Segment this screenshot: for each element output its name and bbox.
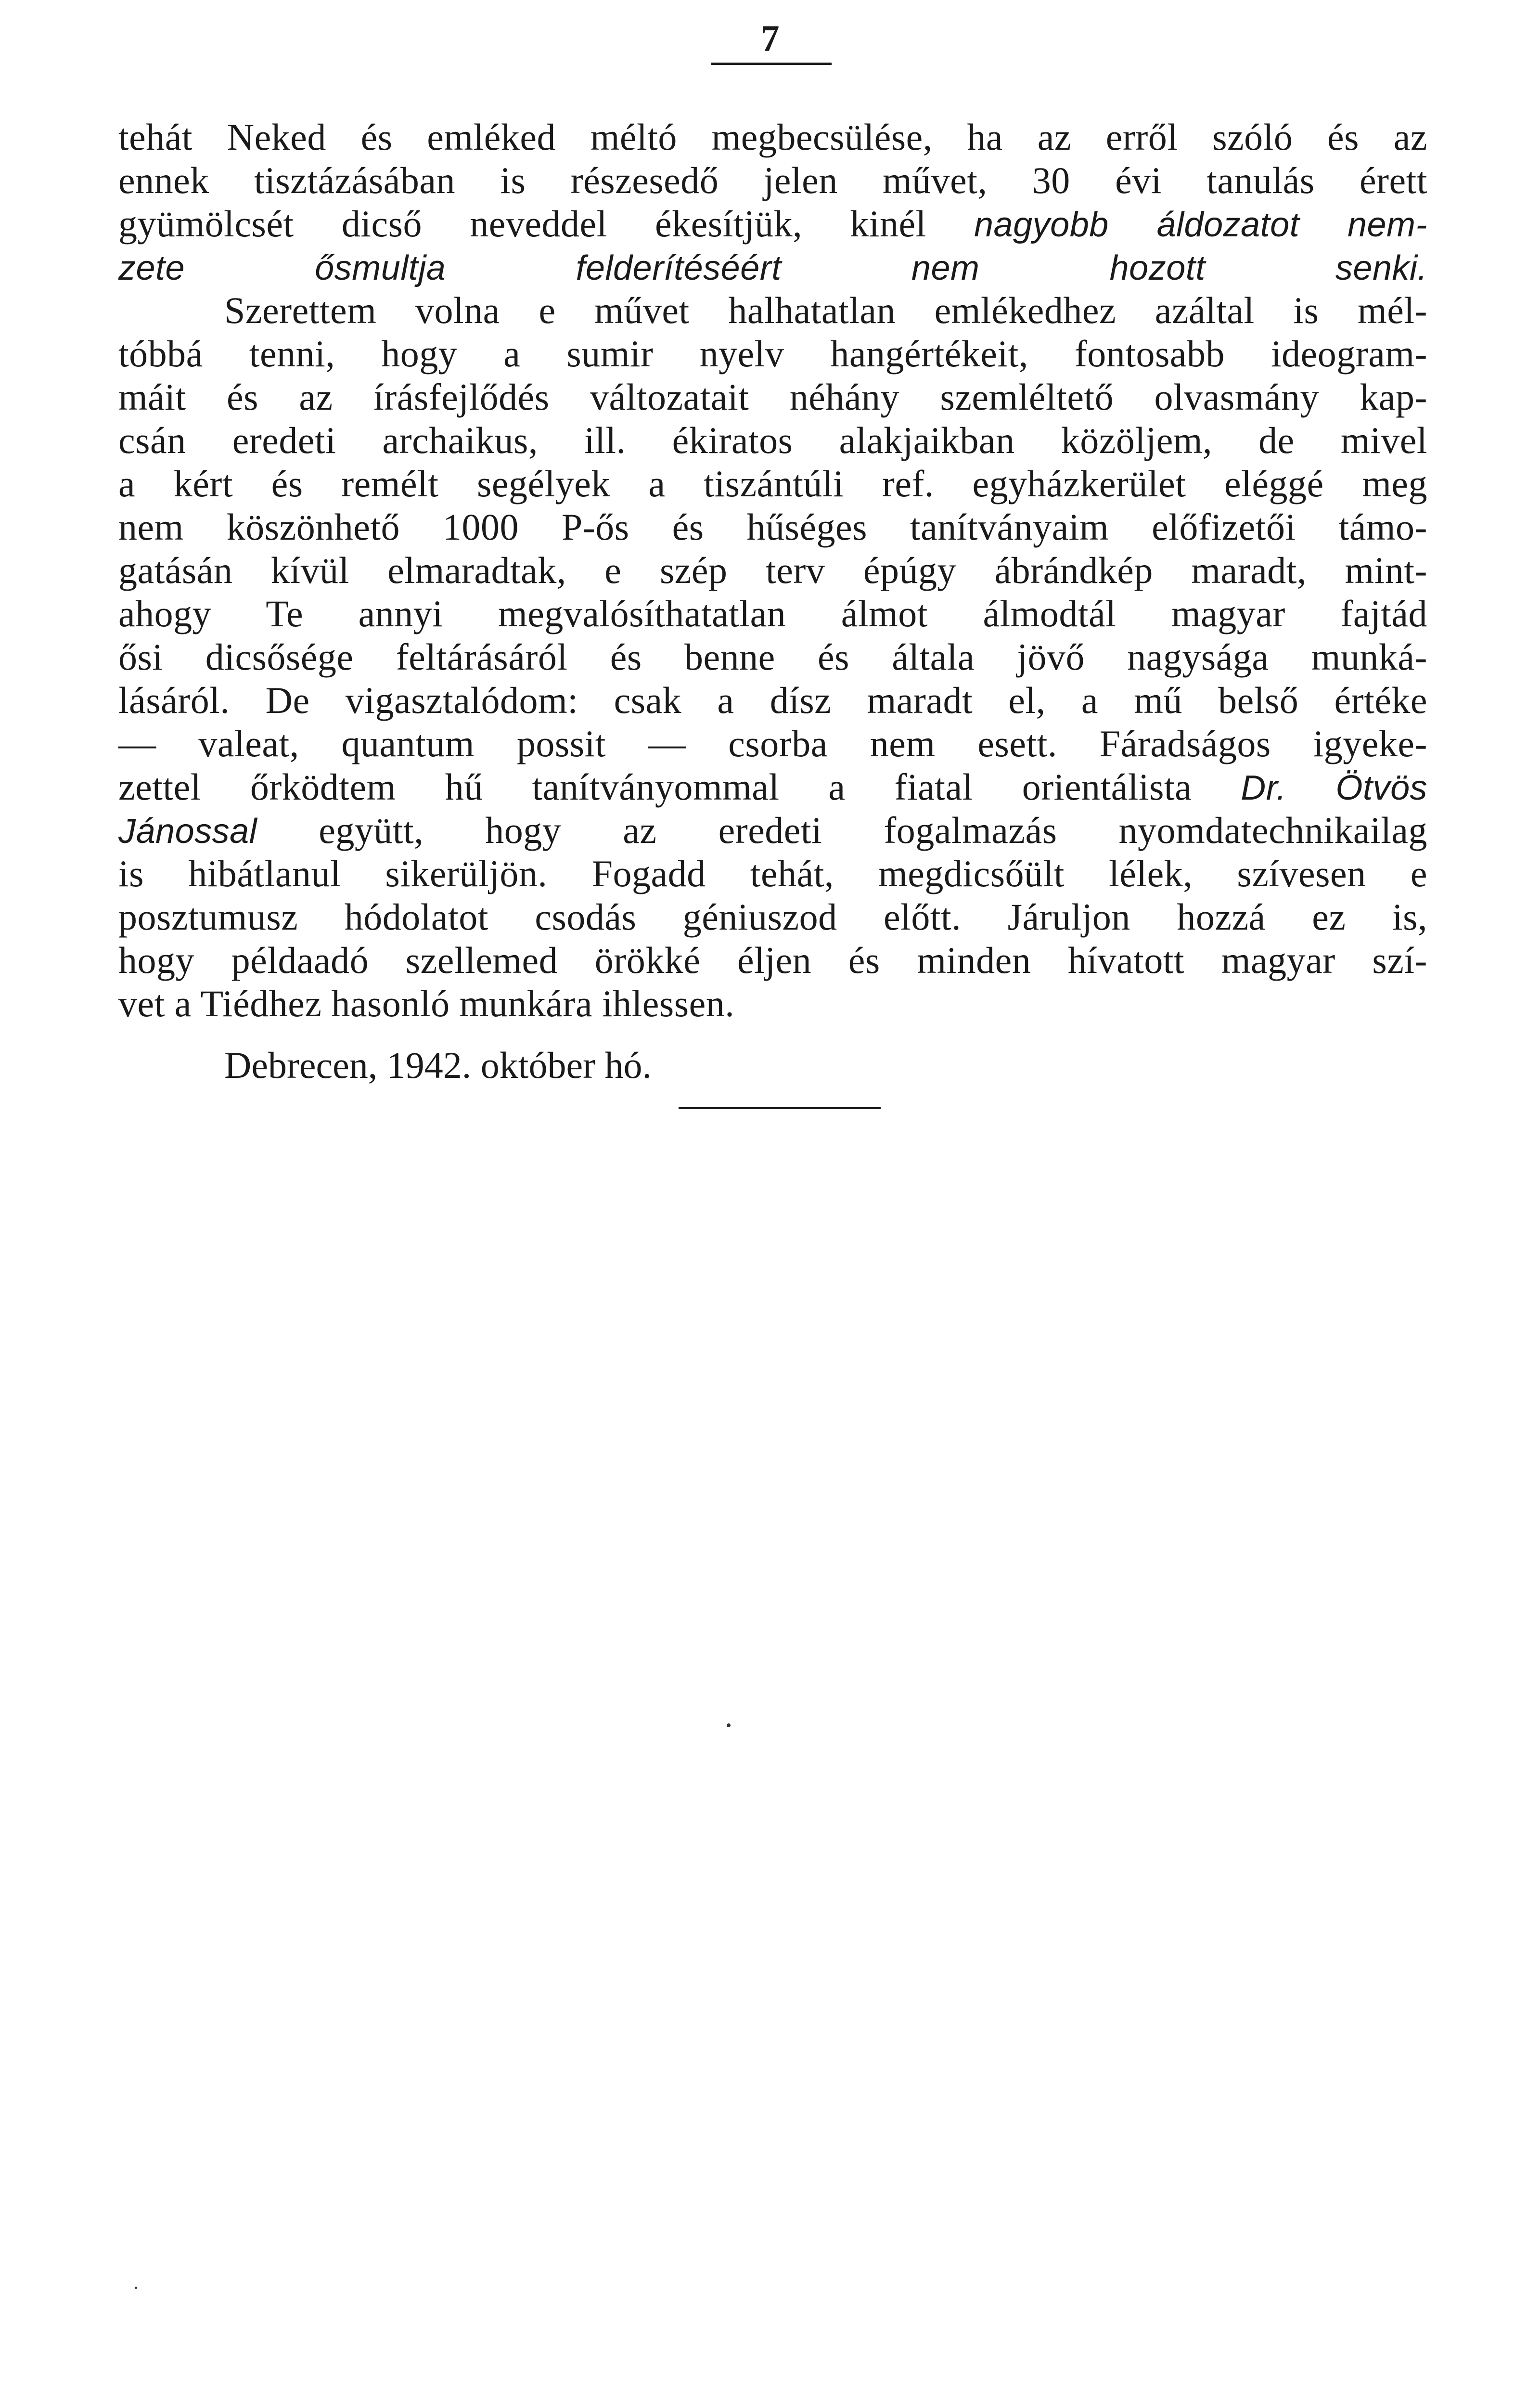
line-text: tóbbá tenni, hogy a sumir nyelv hangértékeit, fontosabb ideogram- [118,333,1427,375]
text-line [118,895,1427,939]
text-line [118,549,1427,592]
line-text: posztumusz hódolatot csodás géniuszod előtt. Járuljon hozzá ez is, [118,896,1427,938]
print-speck [727,1723,731,1727]
italic-phrase: Jánossal [118,812,257,851]
text-line [118,982,1427,1025]
text-line [118,679,1427,722]
line-text: máit és az írásfejlődés változatait néhány szemléltető olvasmány kap- [118,376,1427,418]
line-text: Szerettem volna e művet halhatatlan emlékedhez azáltal is mél- [224,289,1427,331]
place-date-line: Debrecen, 1942. október hó. [224,1044,652,1086]
line-text: lásáról. De vigasztalódom: csak a dísz maradt el, a mű belső értéke [118,679,1427,721]
line-text: vet a Tiédhez hasonló munkára ihlessen. [118,983,735,1024]
body-text [118,116,1427,1025]
text-line [118,462,1427,505]
text-line [118,939,1427,982]
text-line [118,505,1427,549]
text-line [118,592,1427,635]
line-text: zettel őrködtem hű tanítványommal a fiatal orientálista [118,766,1241,808]
text-line [118,635,1427,679]
line-text: hogy példaadó szellemed örökké éljen és minden hívatott magyar szí- [118,939,1427,981]
line-text: — valeat, quantum possit — csorba nem esett. Fáradságos igyeke- [118,723,1427,764]
line-text: ahogy Te annyi megvalósíthatatlan álmot álmodtál magyar fajtád [118,593,1427,634]
line-text: gatásán kívül elmaradtak, e szép terv épúgy ábrándkép maradt, mint- [118,549,1427,591]
text-line [118,809,1427,852]
line-text: csán eredeti archaikus, ill. ékiratos alakjaikban közöljem, de mivel [118,419,1427,461]
line-text: ennek tisztázásában is részesedő jelen művet, 30 évi tanulás érett [118,159,1427,201]
text-line [118,765,1427,809]
text-line [118,202,1427,246]
line-text: tehát Neked és emléked méltó megbecsülése, ha az erről szóló és az [118,116,1427,158]
text-line [118,375,1427,419]
italic-phrase: Dr. Ötvös [1241,769,1428,807]
page-number-underline [711,63,832,65]
line-text: ősi dicsősége feltárásáról és benne és általa jövő nagysága munká- [118,636,1427,678]
closing-rule [679,1107,881,1109]
text-line [118,419,1427,462]
line-text: gyümölcsét dicső neveddel ékesítjük, kinél [118,203,975,245]
line-text: együtt, hogy az eredeti fogalmazás nyomdatechnikailag [257,809,1427,851]
page-number: 7 [760,17,780,59]
line-text: a kért és remélt segélyek a tiszántúli ref. egyházkerület eléggé meg [118,463,1427,505]
text-line [118,116,1427,159]
text-line [118,246,1427,289]
text-line [118,159,1427,202]
text-line [118,852,1427,895]
italic-phrase: nagyobb áldozatot nem- [974,206,1427,244]
text-line [118,722,1427,765]
line-text: is hibátlanul sikerüljön. Fogadd tehát, megdicsőült lélek, szívesen e [118,853,1427,894]
print-speck [135,2287,137,2289]
line-text: nem köszönhető 1000 P-ős és hűséges tanítványaim előfizetői támo- [118,506,1427,548]
italic-phrase: zete ősmultja felderítéséért nem hozott senki. [118,249,1427,287]
text-line [118,332,1427,375]
text-line [118,289,1427,332]
